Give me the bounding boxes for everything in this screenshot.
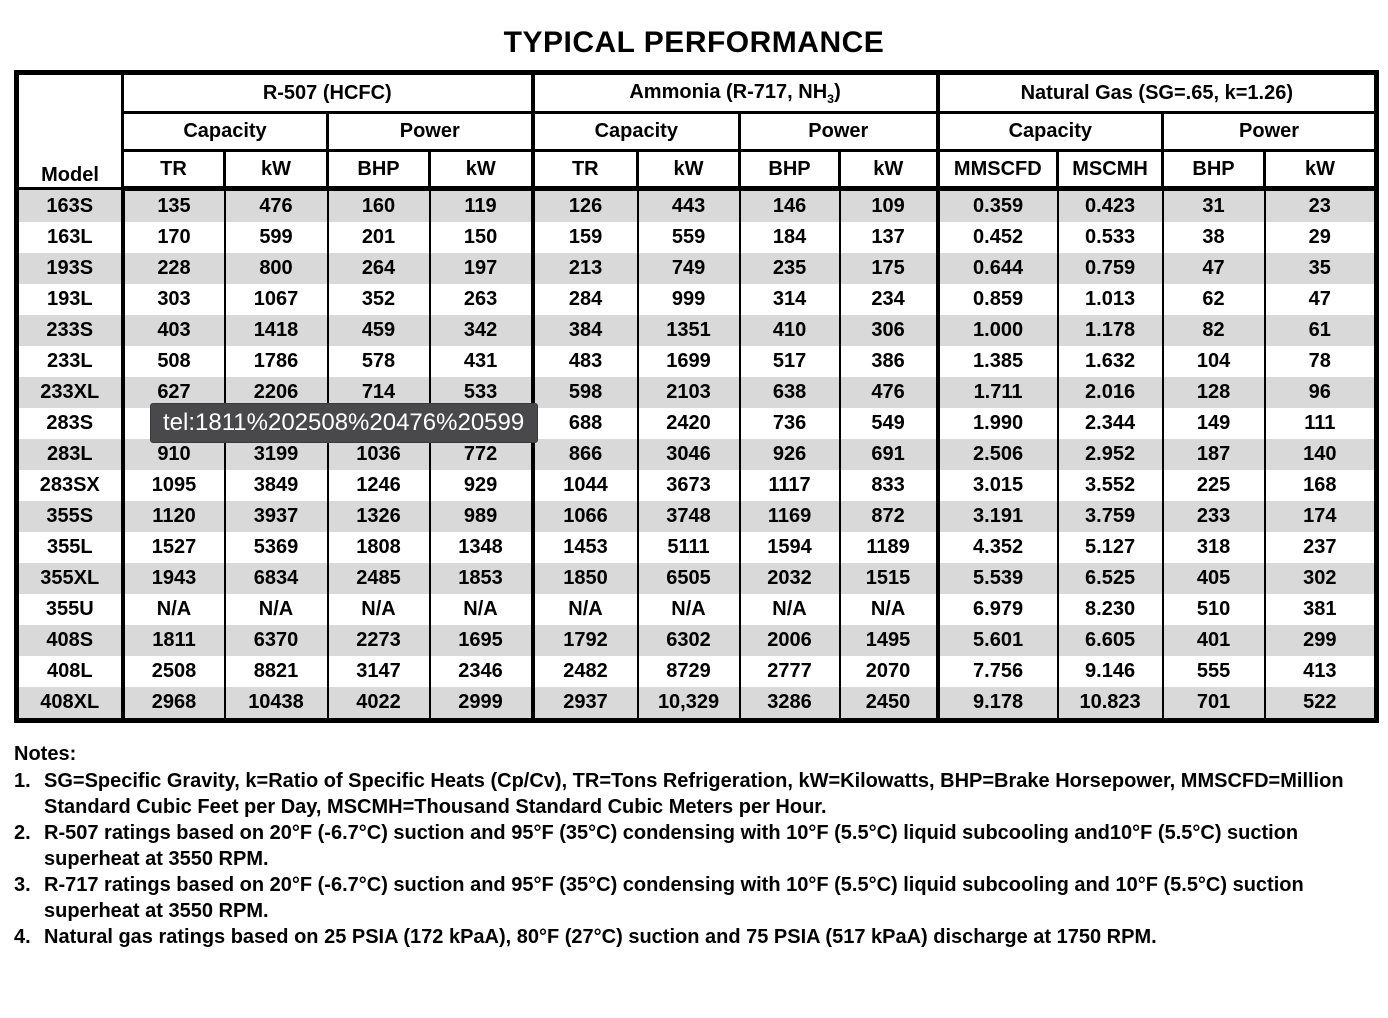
- value-cell: 1036: [328, 439, 430, 470]
- note-number: 1.: [14, 770, 31, 792]
- value-cell: 401: [1163, 625, 1265, 656]
- value-cell: 2482: [533, 656, 638, 687]
- value-cell: 599: [225, 222, 328, 253]
- value-cell: 2937: [533, 687, 638, 721]
- value-cell: 1853: [430, 563, 533, 594]
- value-cell: 476: [225, 189, 328, 223]
- value-cell: 1.178: [1058, 315, 1163, 346]
- value-cell: 431: [430, 346, 533, 377]
- value-cell: 533: [430, 377, 533, 408]
- performance-table-wrap: [14, 70, 1374, 723]
- table-row-355S: [17, 501, 1377, 532]
- value-cell: 1.990: [938, 408, 1058, 439]
- value-cell: 1792: [533, 625, 638, 656]
- value-cell: 3748: [638, 501, 740, 532]
- value-cell: 4.352: [938, 532, 1058, 563]
- value-cell: 6834: [225, 563, 328, 594]
- value-cell: 1786: [225, 346, 328, 377]
- value-cell: 234: [840, 284, 938, 315]
- value-cell: 5.127: [1058, 532, 1163, 563]
- value-cell: 522: [1265, 687, 1377, 721]
- value-cell: 201: [328, 222, 430, 253]
- value-cell: 228: [123, 253, 225, 284]
- value-cell: 2206: [225, 377, 328, 408]
- page-title: TYPICAL PERFORMANCE: [503, 26, 885, 59]
- col-header-r507-kw-cap: kW: [225, 151, 328, 189]
- value-cell: 4022: [328, 687, 430, 721]
- value-cell: 31: [1163, 189, 1265, 223]
- col-header-ammonia-tr: TR: [533, 151, 638, 189]
- value-cell: 5.539: [938, 563, 1058, 594]
- value-cell: 749: [638, 253, 740, 284]
- value-cell: 159: [533, 222, 638, 253]
- value-cell: 1326: [328, 501, 430, 532]
- table-row-408L: [17, 656, 1377, 687]
- value-cell: 2006: [740, 625, 840, 656]
- value-cell: 1594: [740, 532, 840, 563]
- value-cell: 381: [1265, 594, 1377, 625]
- value-cell: 1.000: [938, 315, 1058, 346]
- value-cell: 135: [123, 189, 225, 223]
- value-cell: 3673: [638, 470, 740, 501]
- value-cell: 3046: [638, 439, 740, 470]
- value-cell: 0.644: [938, 253, 1058, 284]
- value-cell: 2103: [638, 377, 740, 408]
- value-cell: 137: [840, 222, 938, 253]
- value-cell: 3.015: [938, 470, 1058, 501]
- value-cell: 555: [1163, 656, 1265, 687]
- value-cell: 5369: [225, 532, 328, 563]
- value-cell: 175: [840, 253, 938, 284]
- value-cell: 174: [1265, 501, 1377, 532]
- model-cell: 163S: [17, 189, 123, 223]
- value-cell: 2.506: [938, 439, 1058, 470]
- value-cell: 6.605: [1058, 625, 1163, 656]
- value-cell: 9.178: [938, 687, 1058, 721]
- value-cell: 140: [1265, 439, 1377, 470]
- value-cell: 989: [430, 501, 533, 532]
- model-cell: 233XL: [17, 377, 123, 408]
- value-cell: 0.859: [938, 284, 1058, 315]
- value-cell: 1453: [533, 532, 638, 563]
- table-row-355XL: [17, 563, 1377, 594]
- value-cell: 508: [123, 346, 225, 377]
- value-cell: 3.552: [1058, 470, 1163, 501]
- value-cell: 872: [840, 501, 938, 532]
- model-cell: 408XL: [17, 687, 123, 721]
- value-cell: 1.711: [938, 377, 1058, 408]
- model-cell: 283S: [17, 408, 123, 439]
- value-cell: 78: [1265, 346, 1377, 377]
- value-cell: 999: [638, 284, 740, 315]
- value-cell: 1.385: [938, 346, 1058, 377]
- table-row-233L: [17, 346, 1377, 377]
- value-cell: 1695: [430, 625, 533, 656]
- value-cell: 1351: [638, 315, 740, 346]
- value-cell: 38: [1163, 222, 1265, 253]
- value-cell: 2.344: [1058, 408, 1163, 439]
- value-cell: N/A: [638, 594, 740, 625]
- model-cell: 408S: [17, 625, 123, 656]
- note-text: R-717 ratings based on 20°F (-6.7°C) suction and 95°F (35°C) condensing with 10°F (5.5°C) liquid subcooling and 10°F (5.5°C) suction superheat at 3550 RPM.: [44, 874, 1304, 922]
- col-header-r507-bhp: BHP: [328, 151, 430, 189]
- table-row-193S: [17, 253, 1377, 284]
- subheader-row: [17, 113, 1377, 151]
- value-cell: 2450: [840, 687, 938, 721]
- notes-section: [14, 741, 1374, 950]
- value-cell: 47: [1163, 253, 1265, 284]
- value-cell: 638: [740, 377, 840, 408]
- model-cell: 355XL: [17, 563, 123, 594]
- value-cell: 910: [123, 439, 225, 470]
- subheader-r507-power: Power: [328, 113, 533, 151]
- model-cell: 233S: [17, 315, 123, 346]
- value-cell: 29: [1265, 222, 1377, 253]
- value-cell: 1246: [328, 470, 430, 501]
- table-row-283L: [17, 439, 1377, 470]
- value-cell: 6.525: [1058, 563, 1163, 594]
- value-cell: N/A: [123, 594, 225, 625]
- value-cell: 1067: [225, 284, 328, 315]
- table-row-193L: [17, 284, 1377, 315]
- value-cell: 6370: [225, 625, 328, 656]
- value-cell: 104: [1163, 346, 1265, 377]
- note-item: [14, 872, 1374, 924]
- value-cell: 3.191: [938, 501, 1058, 532]
- value-cell: 342: [430, 315, 533, 346]
- value-cell: 3849: [225, 470, 328, 501]
- value-cell: 10.823: [1058, 687, 1163, 721]
- col-header-gas-bhp: BHP: [1163, 151, 1265, 189]
- value-cell: 0.452: [938, 222, 1058, 253]
- value-cell: 578: [328, 346, 430, 377]
- value-cell: 800: [225, 253, 328, 284]
- value-cell: N/A: [533, 594, 638, 625]
- value-cell: 150: [430, 222, 533, 253]
- value-cell: 483: [533, 346, 638, 377]
- value-cell: 47: [1265, 284, 1377, 315]
- value-cell: 2273: [328, 625, 430, 656]
- col-header-gas-mscmh: MSCMH: [1058, 151, 1163, 189]
- value-cell: 2.016: [1058, 377, 1163, 408]
- value-cell: 8.230: [1058, 594, 1163, 625]
- table-row-283SX: [17, 470, 1377, 501]
- value-cell: 111: [1265, 408, 1377, 439]
- value-cell: 413: [1265, 656, 1377, 687]
- value-cell: 10438: [225, 687, 328, 721]
- table-row-408S: [17, 625, 1377, 656]
- value-cell: 0.359: [938, 189, 1058, 223]
- value-cell: 3199: [225, 439, 328, 470]
- value-cell: N/A: [840, 594, 938, 625]
- performance-table: [14, 70, 1379, 723]
- value-cell: 691: [840, 439, 938, 470]
- value-cell: 386: [840, 346, 938, 377]
- value-cell: 688: [533, 408, 638, 439]
- group-header-natural-gas: Natural Gas (SG=.65, k=1.26): [938, 73, 1377, 113]
- value-cell: 3286: [740, 687, 840, 721]
- value-cell: 926: [740, 439, 840, 470]
- value-cell: 2346: [430, 656, 533, 687]
- value-cell: 119: [430, 189, 533, 223]
- value-cell: 314: [740, 284, 840, 315]
- value-cell: 3.759: [1058, 501, 1163, 532]
- value-cell: 7.756: [938, 656, 1058, 687]
- col-header-gas-kw: kW: [1265, 151, 1377, 189]
- value-cell: 1169: [740, 501, 840, 532]
- group-header-ammonia: Ammonia (R-717, $NH_3$): [533, 73, 938, 113]
- value-cell: 2999: [430, 687, 533, 721]
- value-cell: 225: [1163, 470, 1265, 501]
- value-cell: 299: [1265, 625, 1377, 656]
- value-cell: 306: [840, 315, 938, 346]
- subheader-gas-power: Power: [1163, 113, 1377, 151]
- value-cell: 1120: [123, 501, 225, 532]
- value-cell: 701: [1163, 687, 1265, 721]
- value-cell: 184: [740, 222, 840, 253]
- value-cell: 459: [328, 315, 430, 346]
- value-cell: 714: [328, 377, 430, 408]
- value-cell: 1527: [123, 532, 225, 563]
- value-cell: 2485: [328, 563, 430, 594]
- table-row-233S: [17, 315, 1377, 346]
- value-cell: N/A: [328, 594, 430, 625]
- value-cell: 8821: [225, 656, 328, 687]
- value-cell: 187: [1163, 439, 1265, 470]
- subheader-ammonia-power: Power: [740, 113, 938, 151]
- table-row-355U: [17, 594, 1377, 625]
- value-cell: 128: [1163, 377, 1265, 408]
- value-cell: 2032: [740, 563, 840, 594]
- value-cell: 736: [740, 408, 840, 439]
- group-header-r507: R-507 (HCFC): [123, 73, 533, 113]
- value-cell: 384: [533, 315, 638, 346]
- col-header-r507-tr: TR: [123, 151, 225, 189]
- value-cell: 263: [430, 284, 533, 315]
- value-cell: 517: [740, 346, 840, 377]
- model-cell: 283L: [17, 439, 123, 470]
- value-cell: 598: [533, 377, 638, 408]
- value-cell: 352: [328, 284, 430, 315]
- model-cell: 355S: [17, 501, 123, 532]
- subheader-r507-capacity: Capacity: [123, 113, 328, 151]
- note-number: 2.: [14, 822, 31, 844]
- value-cell: 1943: [123, 563, 225, 594]
- note-number: 4.: [14, 926, 31, 948]
- value-cell: 9.146: [1058, 656, 1163, 687]
- value-cell: 2.952: [1058, 439, 1163, 470]
- col-header-ammonia-kw-cap: kW: [638, 151, 740, 189]
- value-cell: 1044: [533, 470, 638, 501]
- value-cell: 772: [430, 439, 533, 470]
- value-cell: 1515: [840, 563, 938, 594]
- value-cell: 403: [123, 315, 225, 346]
- value-cell: 2420: [638, 408, 740, 439]
- value-cell: 2508: [123, 656, 225, 687]
- value-cell: 1495: [840, 625, 938, 656]
- note-item: [14, 820, 1374, 872]
- value-cell: 2070: [840, 656, 938, 687]
- model-cell: 283SX: [17, 470, 123, 501]
- value-cell: 0.423: [1058, 189, 1163, 223]
- value-cell: 235: [740, 253, 840, 284]
- value-cell: 168: [1265, 470, 1377, 501]
- value-cell: 149: [1163, 408, 1265, 439]
- model-cell: 193L: [17, 284, 123, 315]
- model-column-header: Model: [17, 73, 123, 189]
- value-cell: 62: [1163, 284, 1265, 315]
- note-number: 3.: [14, 874, 31, 896]
- value-cell: 5111: [638, 532, 740, 563]
- group-header-row: [17, 73, 1377, 113]
- value-cell: 82: [1163, 315, 1265, 346]
- value-cell: 35: [1265, 253, 1377, 284]
- value-cell: 96: [1265, 377, 1377, 408]
- col-header-r507-kw-pow: kW: [430, 151, 533, 189]
- value-cell: 0.759: [1058, 253, 1163, 284]
- value-cell: 1.013: [1058, 284, 1163, 315]
- value-cell: 476: [840, 377, 938, 408]
- value-cell: 197: [430, 253, 533, 284]
- col-header-gas-mmscfd: MMSCFD: [938, 151, 1058, 189]
- column-header-row: [17, 151, 1377, 189]
- value-cell: 1117: [740, 470, 840, 501]
- value-cell: 1808: [328, 532, 430, 563]
- value-cell: 6302: [638, 625, 740, 656]
- value-cell: 146: [740, 189, 840, 223]
- col-header-ammonia-kw-pow: kW: [840, 151, 938, 189]
- table-row-408XL: [17, 687, 1377, 721]
- value-cell: 833: [840, 470, 938, 501]
- table-row-163S: [17, 189, 1377, 223]
- value-cell: 160: [328, 189, 430, 223]
- col-header-ammonia-bhp: BHP: [740, 151, 840, 189]
- model-cell: 163L: [17, 222, 123, 253]
- value-cell: 549: [840, 408, 938, 439]
- value-cell: 8729: [638, 656, 740, 687]
- value-cell: 0.533: [1058, 222, 1163, 253]
- model-cell: 355U: [17, 594, 123, 625]
- value-cell: 237: [1265, 532, 1377, 563]
- value-cell: 866: [533, 439, 638, 470]
- value-cell: 1348: [430, 532, 533, 563]
- value-cell: 1.632: [1058, 346, 1163, 377]
- note-text: SG=Specific Gravity, k=Ratio of Specific Heats (Cp/Cv), TR=Tons Refrigeration, kW=Kilowatts, BHP=Brake Horsepower, MMSCFD=Million Standard Cubic Feet per Day, MSCMH=Thousand Standard Cubic Meters per Hour.: [44, 770, 1344, 818]
- model-cell: 233L: [17, 346, 123, 377]
- value-cell: 318: [1163, 532, 1265, 563]
- value-cell: 10,329: [638, 687, 740, 721]
- subheader-gas-capacity: Capacity: [938, 113, 1163, 151]
- notes-heading: Notes:: [14, 743, 77, 765]
- value-cell: 1850: [533, 563, 638, 594]
- value-cell: 109: [840, 189, 938, 223]
- note-text: R-507 ratings based on 20°F (-6.7°C) suction and 95°F (35°C) condensing with 10°F (5.5°C) liquid subcooling and10°F (5.5°C) suction superheat at 3550 RPM.: [44, 822, 1299, 870]
- value-cell: 303: [123, 284, 225, 315]
- table-row-355L: [17, 532, 1377, 563]
- table-row-163L: [17, 222, 1377, 253]
- value-cell: 302: [1265, 563, 1377, 594]
- value-cell: 510: [1163, 594, 1265, 625]
- value-cell: 1699: [638, 346, 740, 377]
- value-cell: 61: [1265, 315, 1377, 346]
- value-cell: 627: [123, 377, 225, 408]
- value-cell: N/A: [430, 594, 533, 625]
- value-cell: N/A: [225, 594, 328, 625]
- value-cell: 405: [1163, 563, 1265, 594]
- value-cell: 929: [430, 470, 533, 501]
- value-cell: 1418: [225, 315, 328, 346]
- value-cell: 264: [328, 253, 430, 284]
- value-cell: 2968: [123, 687, 225, 721]
- subheader-ammonia-capacity: Capacity: [533, 113, 740, 151]
- note-item: [14, 924, 1374, 950]
- value-cell: 6505: [638, 563, 740, 594]
- value-cell: 3937: [225, 501, 328, 532]
- model-cell: 408L: [17, 656, 123, 687]
- value-cell: 23: [1265, 189, 1377, 223]
- value-cell: 1095: [123, 470, 225, 501]
- value-cell: 2777: [740, 656, 840, 687]
- model-cell: 355L: [17, 532, 123, 563]
- note-item: [14, 768, 1374, 820]
- value-cell: 443: [638, 189, 740, 223]
- model-cell: 193S: [17, 253, 123, 284]
- value-cell: 233: [1163, 501, 1265, 532]
- link-status-tooltip: tel:1811%202508%20476%20599: [150, 403, 538, 443]
- value-cell: 213: [533, 253, 638, 284]
- value-cell: 284: [533, 284, 638, 315]
- value-cell: 559: [638, 222, 740, 253]
- value-cell: 1066: [533, 501, 638, 532]
- value-cell: 126: [533, 189, 638, 223]
- note-text: Natural gas ratings based on 25 PSIA (172 kPaA), 80°F (27°C) suction and 75 PSIA (517 kPaA) discharge at 1750 RPM.: [44, 926, 1157, 948]
- value-cell: 1811: [123, 625, 225, 656]
- value-cell: 6.979: [938, 594, 1058, 625]
- value-cell: 5.601: [938, 625, 1058, 656]
- value-cell: 1189: [840, 532, 938, 563]
- value-cell: N/A: [740, 594, 840, 625]
- value-cell: 170: [123, 222, 225, 253]
- value-cell: 3147: [328, 656, 430, 687]
- value-cell: 410: [740, 315, 840, 346]
